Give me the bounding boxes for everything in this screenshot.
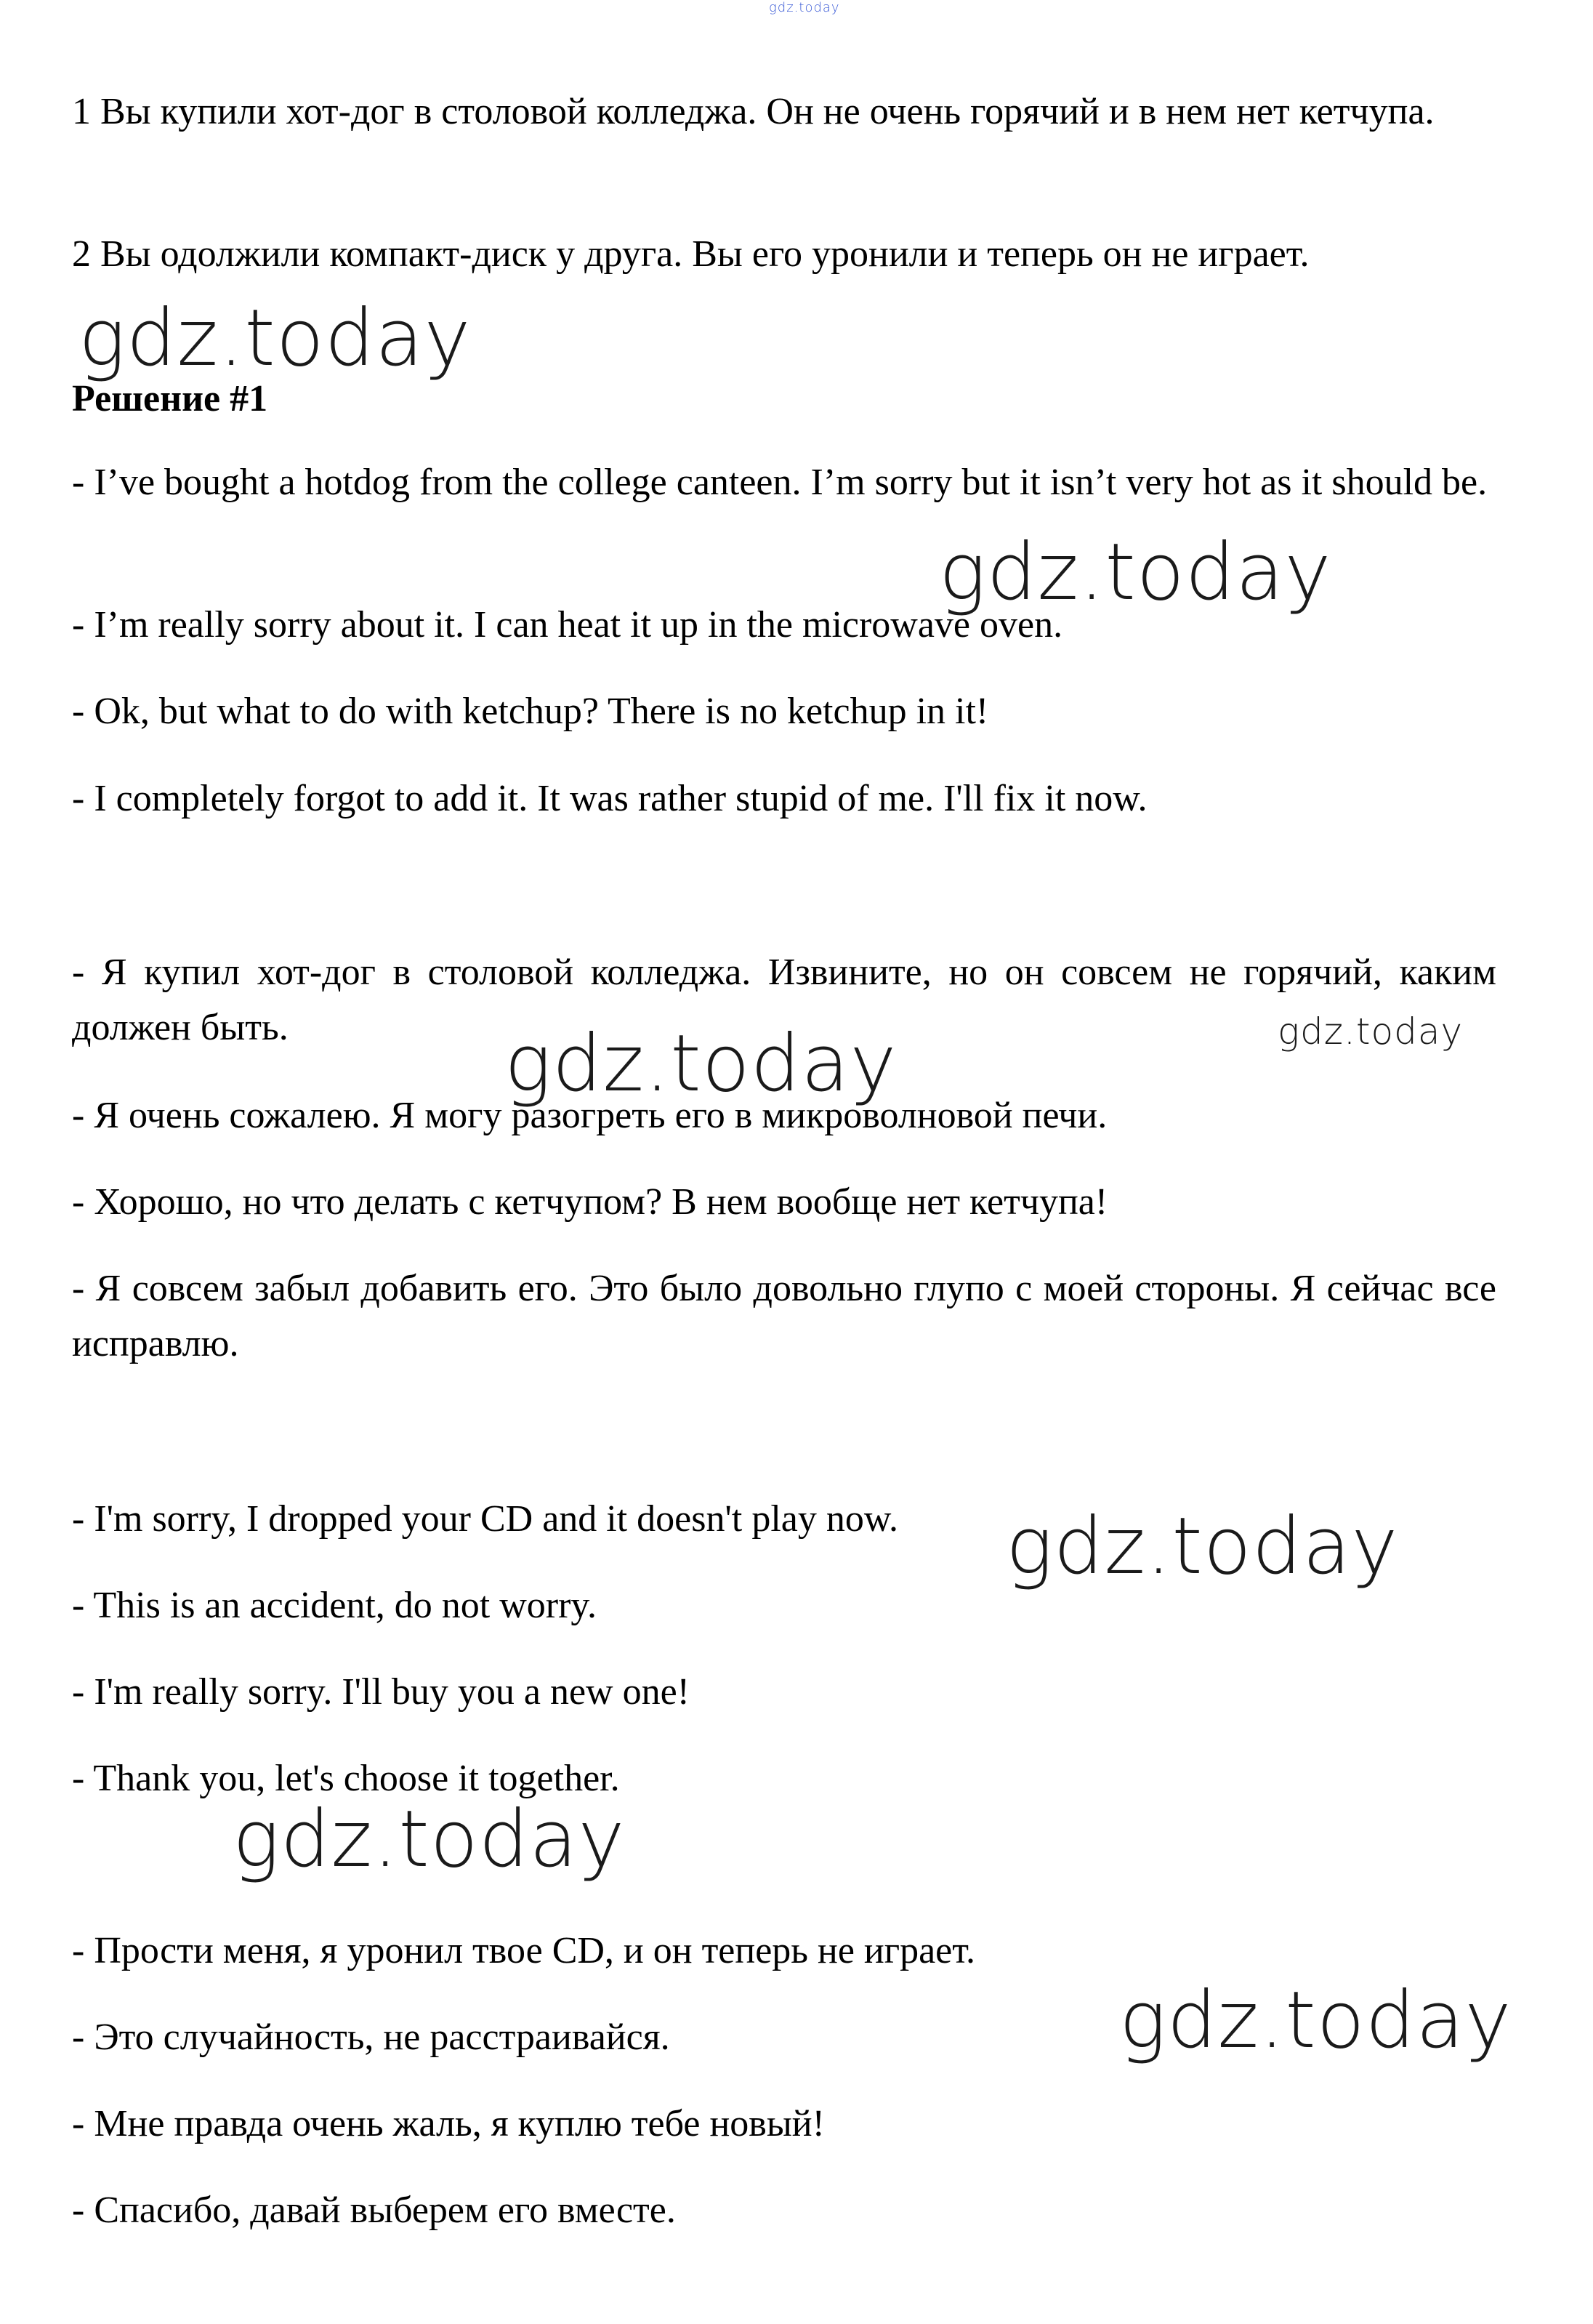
dialogue2-ru-line-1: - Прости меня, я уронил твое CD, и он теперь не играет. [72,1930,976,1971]
dialogue1-ru-line-4: - Я совсем забыл добавить его. Это было довольно глупо с моей стороны. Я сейчас все исправлю. [72,1268,1496,1364]
dialogue2-ru-line-2: - Это случайность, не расстраивайся. [72,2017,670,2058]
dialogue2-ru-line-4: - Спасибо, давай выберем его вместе. [72,2190,676,2231]
watermark-6: gdz.today [233,1794,626,1885]
watermark-4: gdz.today [504,1018,898,1109]
dialogue1-en-line-3: - Ok, but what to do with ketchup? There is no ketchup in it! [72,691,989,732]
dialogue1-en-line-4: - I completely forgot to add it. It was rather stupid of me. I'll fix it now. [72,778,1148,819]
dialogue2-en-line-2: - This is an accident, do not worry. [72,1585,597,1626]
dialogue1-ru-line-1: - Я купил хот-дог в столовой колледжа. Извините, но он совсем не горячий, каким должен быть. [72,952,1496,1048]
watermark-3: gdz.today [1278,1010,1464,1053]
dialogue2-en-line-3: - I'm really sorry. I'll buy you a new one! [72,1671,690,1713]
solution-heading: Решение #1 [72,378,268,419]
task-item-2: 2 Вы одолжили компакт-диск у друга. Вы его уронили и теперь он не играет. [72,233,1310,275]
task-item-1: 1 Вы купили хот-дог в столовой колледжа. Он не очень горячий и в нем нет кетчупа. [72,91,1435,132]
watermark-7: gdz.today [1119,1975,1512,2066]
dialogue1-ru-line-2: - Я очень сожалею. Я могу разогреть его в микроволновой печи. [72,1095,1108,1136]
dialogue2-ru-line-3: - Мне правда очень жаль, я куплю тебе новый! [72,2103,825,2144]
dialogue1-en-line-2: - I’m really sorry about it. I can heat it up in the microwave oven. [72,604,1063,646]
watermark-2: gdz.today [939,527,1332,618]
dialogue1-en-line-1: - I’ve bought a hotdog from the college canteen. I’m sorry but it isn’t very hot as it should be. [72,462,1488,503]
dialogue2-en-line-1: - I'm sorry, I dropped your CD and it doesn't play now. [72,1498,899,1540]
watermark-1: gdz.today [78,293,472,384]
dialogue2-en-line-4: - Thank you, let's choose it together. [72,1758,620,1799]
dialogue1-ru-line-3: - Хорошо, но что делать с кетчупом? В нем вообще нет кетчупа! [72,1181,1108,1223]
watermark-top: gdz.today [769,0,840,15]
watermark-5: gdz.today [1006,1501,1399,1592]
